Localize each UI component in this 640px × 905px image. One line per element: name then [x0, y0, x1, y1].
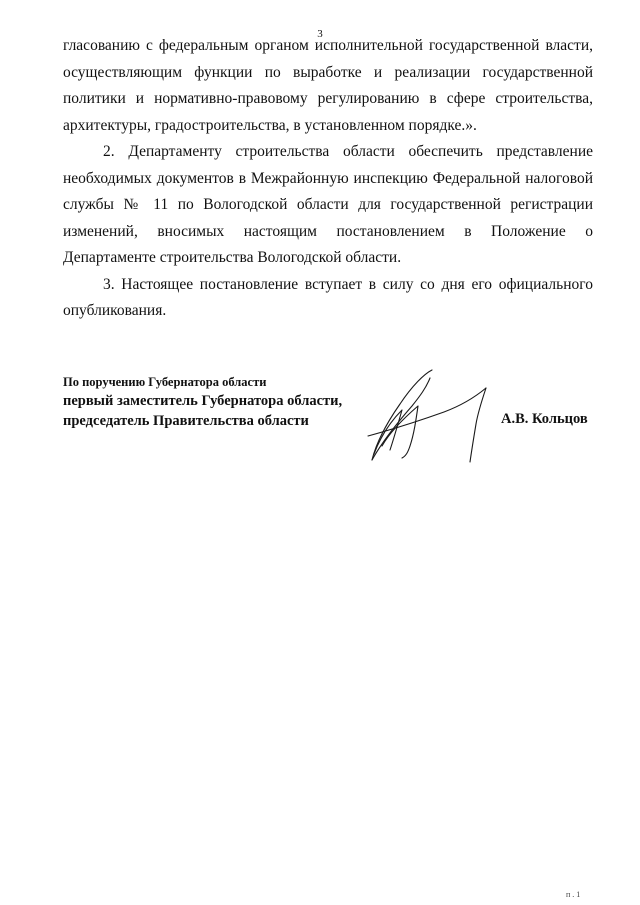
- paragraph-item-2: 2. Департаменту строительства области обеспечить представление необходимых документов в Межрайонную инспекцию Федеральной налоговой службы № 11 по Вологодской области для государственной регистрации изменений, вносимых настоящим постановлением в Положение о Департаменте строительства Вологодской области.: [63, 143, 593, 266]
- paragraph-item-3: 3. Настоящее постановление вступает в силу со дня его официального опубликования.: [63, 275, 593, 319]
- footer-mark: п.1: [566, 890, 583, 899]
- body-text: [63, 33, 593, 325]
- handwritten-signature: [360, 366, 500, 466]
- signature-position-line-1: первый заместитель Губернатора области,: [63, 393, 343, 409]
- page-number: 3: [317, 28, 323, 40]
- signer-name: А.В. Кольцов: [501, 411, 588, 427]
- signature-block: [63, 373, 342, 431]
- signature-authority-line: По поручению Губернатора области: [63, 375, 267, 389]
- paragraph-continuation: гласованию с федеральным органом исполнительной государственной власти, осуществляющим функции по выработке и реализации государственной политики и нормативно-правовому регулированию в сфере строительства, архитектуры, градостроительства, в установленном порядке.».: [63, 37, 593, 134]
- signature-position-line-2: председатель Правительства области: [63, 413, 309, 429]
